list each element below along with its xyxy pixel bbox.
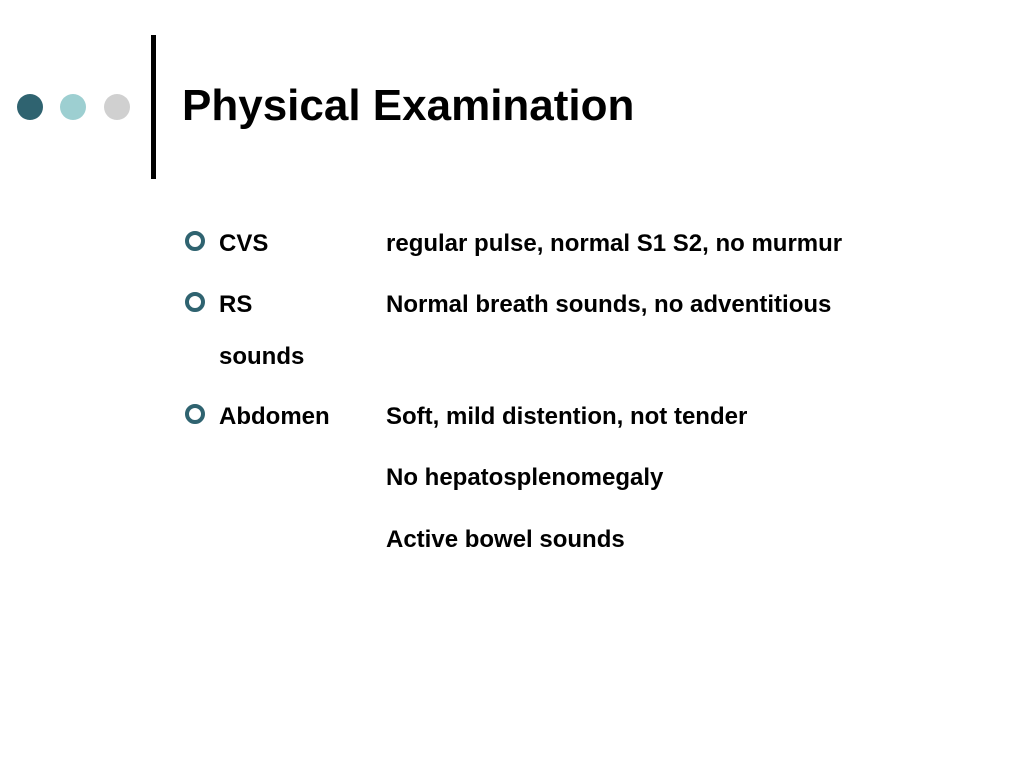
- exam-item-finding-wrap: sounds: [219, 343, 305, 370]
- exam-item-finding: Active bowel sounds: [386, 526, 625, 553]
- exam-item-finding: Soft, mild distention, not tender: [386, 403, 748, 430]
- exam-item-finding: Normal breath sounds, no adventitious: [386, 291, 832, 318]
- ring-bullet-icon: [185, 292, 205, 312]
- exam-item-label: Abdomen: [219, 403, 330, 430]
- ring-bullet-icon: [185, 404, 205, 424]
- ring-bullet-icon: [185, 231, 205, 251]
- slide-title: Physical Examination: [182, 81, 635, 130]
- exam-item-label: RS: [219, 291, 253, 318]
- exam-item-label: CVS: [219, 230, 269, 257]
- exam-item-finding: No hepatosplenomegaly: [386, 464, 664, 491]
- exam-item-finding: regular pulse, normal S1 S2, no murmur: [386, 230, 843, 257]
